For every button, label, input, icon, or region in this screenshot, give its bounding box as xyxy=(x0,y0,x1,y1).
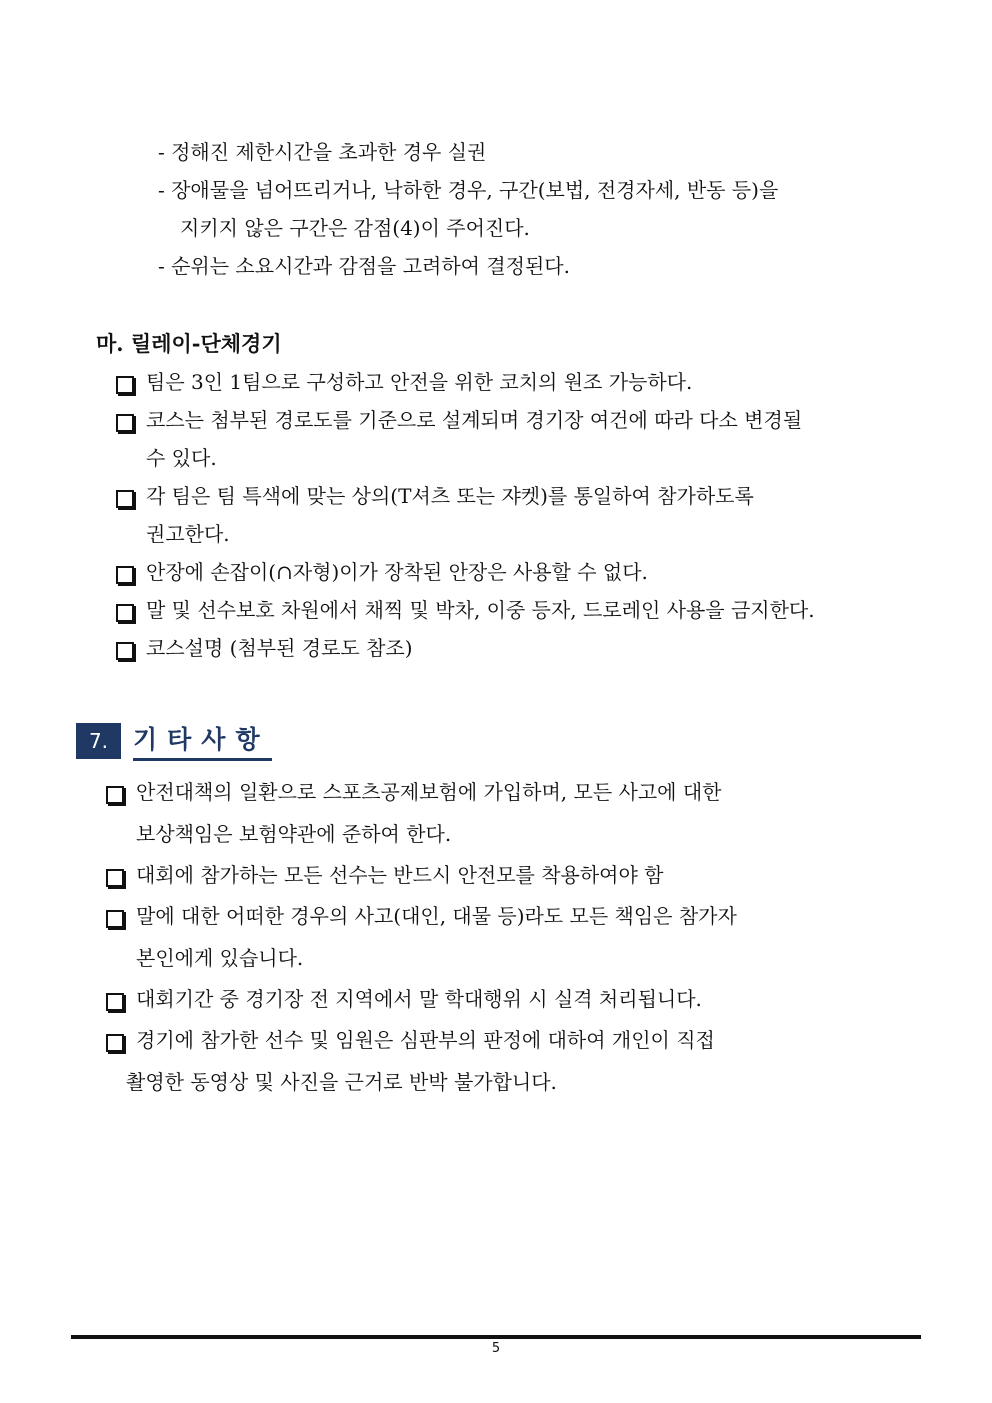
list-item-continuation: 보상책임은 보험약관에 준하여 한다. xyxy=(136,822,452,846)
checkbox-icon xyxy=(116,566,134,584)
checkbox-icon xyxy=(106,869,124,887)
list-item: 말에 대한 어떠한 경우의 사고(대인, 대물 등)라도 모든 책임은 참가자 xyxy=(136,904,737,928)
list-item: 각 팀은 팀 특색에 맞는 상의(T셔츠 또는 쟈켓)를 통일하여 참가하도록 xyxy=(146,484,754,508)
checkbox-icon xyxy=(106,786,124,804)
list-item: 코스는 첨부된 경로도를 기준으로 설계되며 경기장 여건에 따라 다소 변경될 xyxy=(146,408,803,432)
list-item: 안전대책의 일환으로 스포츠공제보험에 가입하며, 모든 사고에 대한 xyxy=(136,780,722,804)
checkbox-icon xyxy=(116,642,134,660)
list-item-continuation: 수 있다. xyxy=(146,446,217,470)
checkbox-icon xyxy=(116,604,134,622)
list-item: 안장에 손잡이(∩자형)이가 장착된 안장은 사용할 수 없다. xyxy=(146,560,648,584)
checkbox-icon xyxy=(116,414,134,432)
list-item: 팀은 3인 1팀으로 구성하고 안전을 위한 코치의 원조 가능하다. xyxy=(146,370,693,394)
list-item-continuation: 권고한다. xyxy=(146,522,230,546)
section-7-number: 7. xyxy=(76,723,121,759)
list-item: 코스설명 (첨부된 경로도 참조) xyxy=(146,636,413,660)
dash-item: - 장애물을 넘어뜨리거나, 낙하한 경우, 구간(보법, 전경자세, 반동 등)을 xyxy=(158,178,779,202)
checkbox-icon xyxy=(116,490,134,508)
list-item: 말 및 선수보호 차원에서 채찍 및 박차, 이중 등자, 드로레인 사용을 금지한다. xyxy=(146,598,815,622)
checkbox-icon xyxy=(106,1034,124,1052)
list-item: 대회기간 중 경기장 전 지역에서 말 학대행위 시 실격 처리됩니다. xyxy=(136,987,702,1011)
checkbox-icon xyxy=(106,910,124,928)
section-ma-heading: 마. 릴레이-단체경기 xyxy=(96,331,282,356)
dash-item: - 순위는 소요시간과 감점을 고려하여 결정된다. xyxy=(158,254,570,278)
list-item-continuation: 촬영한 동영상 및 사진을 근거로 반박 불가합니다. xyxy=(126,1070,557,1094)
list-item: 대회에 참가하는 모든 선수는 반드시 안전모를 착용하여야 함 xyxy=(136,863,664,887)
checkbox-icon xyxy=(116,376,134,394)
list-item: 경기에 참가한 선수 및 임원은 심판부의 판정에 대하여 개인이 직접 xyxy=(136,1028,715,1052)
checkbox-icon xyxy=(106,993,124,1011)
page-number: 5 xyxy=(491,1341,501,1356)
section-7-title: 기타사항 xyxy=(133,722,272,761)
list-item-continuation: 본인에게 있습니다. xyxy=(136,946,304,970)
dash-item-continuation: 지키지 않은 구간은 감점(4)이 주어진다. xyxy=(180,216,530,240)
footer-rule xyxy=(71,1335,921,1339)
dash-item: - 정해진 제한시간을 초과한 경우 실권 xyxy=(158,140,487,164)
